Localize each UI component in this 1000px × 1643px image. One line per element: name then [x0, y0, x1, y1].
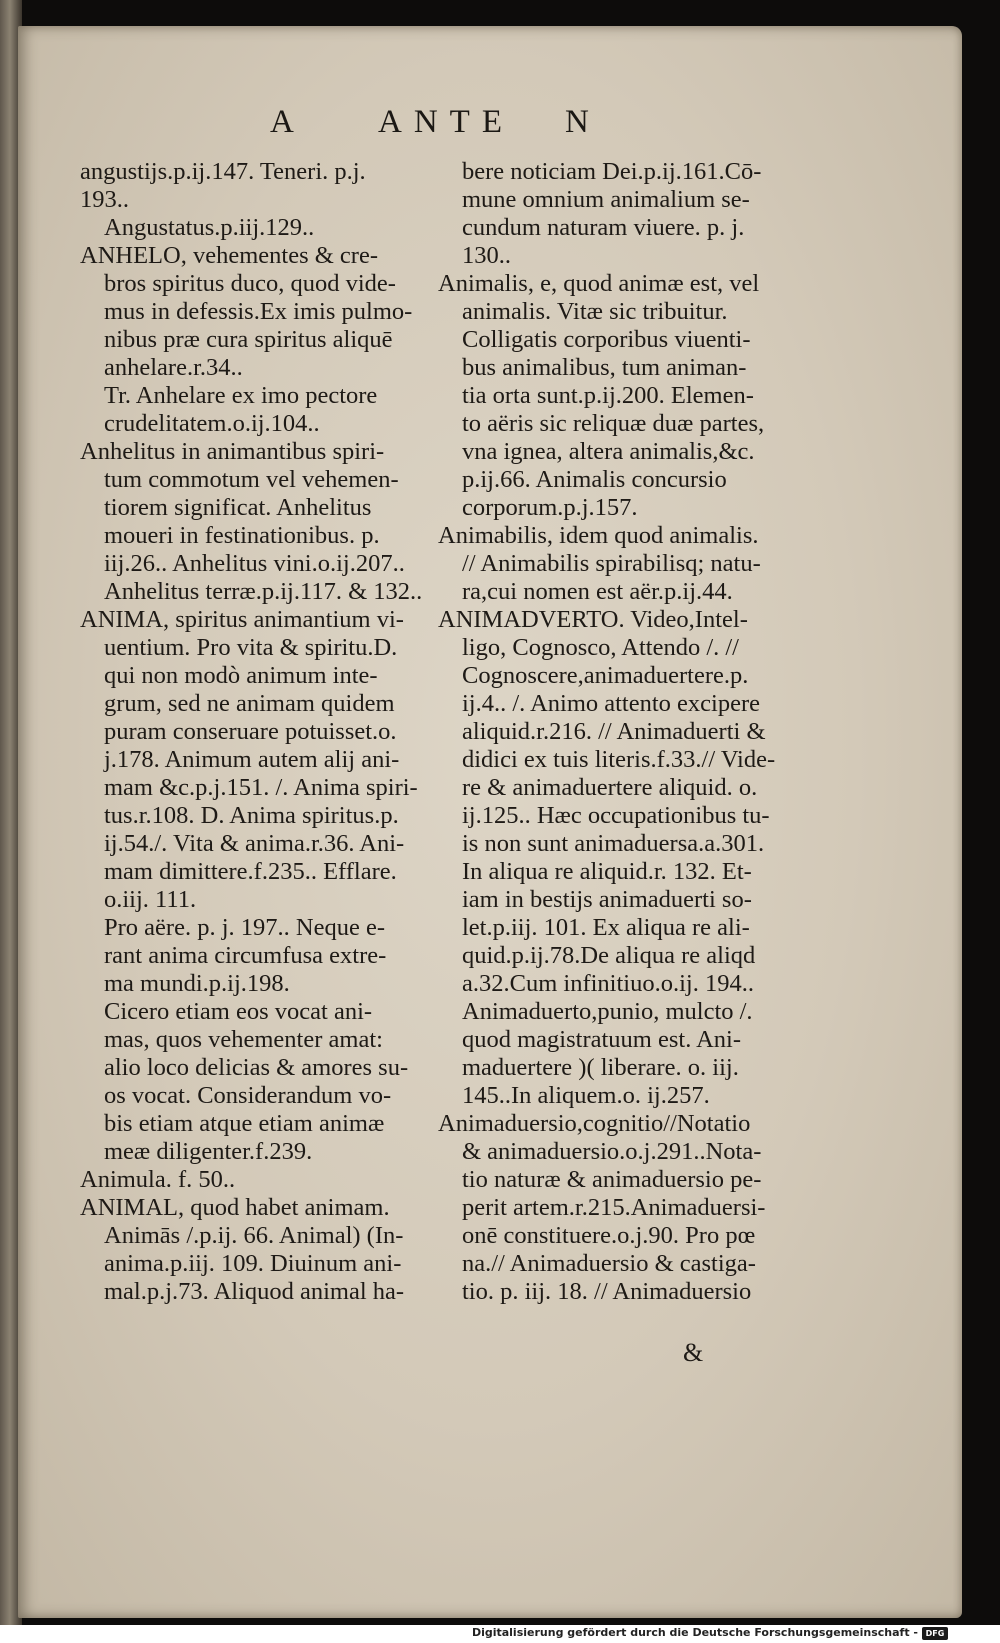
text-line: mune omnium animalium se-: [462, 186, 750, 213]
text-line: Animalis, e, quod animæ est, vel: [438, 270, 760, 297]
text-line: moueri in festinationibus. p.: [104, 522, 380, 549]
text-line: o.iij. 111.: [104, 886, 197, 913]
text-line: Animās /.p.ij. 66. Animal) (In-: [104, 1222, 404, 1249]
header-center: ANTE: [378, 104, 514, 140]
text-line: bus animalibus, tum animan-: [462, 354, 747, 381]
text-line: bere noticiam Dei.p.ij.161.Cō-: [462, 158, 762, 185]
text-line: vna ignea, altera animalis,&c.: [462, 438, 755, 465]
text-line: In aliqua re aliquid.r. 132. Et-: [462, 858, 752, 885]
running-header: [18, 104, 962, 154]
text-line: corporum.p.j.157.: [462, 494, 638, 521]
text-line: os vocat. Considerandum vo-: [104, 1082, 392, 1109]
text-line: bros spiritus duco, quod vide-: [104, 270, 396, 297]
text-line: maduertere )( liberare. o. iij.: [462, 1054, 739, 1081]
text-line: iam in bestijs animaduerti so-: [462, 886, 752, 913]
text-line: Cognoscere,animaduertere.p.: [462, 662, 749, 689]
text-line: iij.26.. Anhelitus vini.o.ij.207..: [104, 550, 405, 577]
text-line: re & animaduertere aliquid. o.: [462, 774, 758, 801]
text-line: Animaduerto,punio, mulcto /.: [462, 998, 753, 1025]
text-line: anhelare.r.34..: [104, 354, 243, 381]
text-line: tum commotum vel vehemen-: [104, 466, 399, 493]
text-line: & animaduersio.o.j.291..Nota-: [462, 1138, 762, 1165]
catchword: &: [683, 1338, 704, 1367]
text-line: ligo, Cognosco, Attendo /. //: [462, 634, 739, 661]
text-line: aliquid.r.216. // Animaduerti &: [462, 718, 766, 745]
digitization-footer: [0, 1625, 1000, 1643]
text-line: a.32.Cum infinitiuo.o.ij. 194..: [462, 970, 754, 997]
text-line: grum, sed ne animam quidem: [104, 690, 395, 717]
text-line: tus.r.108. D. Anima spiritus.p.: [104, 802, 399, 829]
text-line: uentium. Pro vita & spiritu.D.: [104, 634, 398, 661]
text-line: animalis. Vitæ sic tribuitur.: [462, 298, 728, 325]
text-line: bis etiam atque etiam animæ: [104, 1110, 385, 1137]
text-line: na.// Animaduersio & castiga-: [462, 1250, 756, 1277]
text-line: anima.p.iij. 109. Diuinum ani-: [104, 1250, 402, 1277]
text-line: mam dimittere.f.235.. Efflare.: [104, 858, 397, 885]
text-line: 193..: [80, 186, 129, 213]
text-line: p.ij.66. Animalis concursio: [462, 466, 727, 493]
text-line: is non sunt animaduersa.a.301.: [462, 830, 765, 857]
text-line: Tr. Anhelare ex imo pectore: [104, 382, 378, 409]
text-line: nibus præ cura spiritus aliquē: [104, 326, 393, 353]
text-line: quod magistratuum est. Ani-: [462, 1026, 741, 1053]
text-line: ij.4.. /. Animo attento excipere: [462, 690, 761, 717]
text-line: 145..In aliquem.o. ij.257.: [462, 1082, 710, 1109]
text-line: ANIMAL, quod habet animam.: [80, 1194, 390, 1221]
text-line: Anhelitus in animantibus spiri-: [80, 438, 385, 465]
text-line: Anhelitus terræ.p.ij.117. & 132..: [104, 578, 423, 605]
text-line: tio naturæ & animaduersio pe-: [462, 1166, 762, 1193]
text-line: mus in defessis.Ex imis pulmo-: [104, 298, 413, 325]
text-line: meæ diligenter.f.239.: [104, 1138, 313, 1165]
text-line: Angustatus.p.iij.129..: [104, 214, 315, 241]
text-line: mal.p.j.73. Aliquod animal ha-: [104, 1278, 405, 1305]
text-line: j.178. Animum autem alij ani-: [104, 746, 400, 773]
text-line: let.p.iij. 101. Ex aliqua re ali-: [462, 914, 750, 941]
text-line: onē constituere.o.j.90. Pro pœ: [462, 1222, 756, 1249]
text-line: cundum naturam viuere. p. j.: [462, 214, 745, 241]
dfg-logo-icon: DFG: [922, 1627, 948, 1640]
text-line: crudelitatem.o.ij.104..: [104, 410, 320, 437]
footer-credit: Digitalisierung gefördert durch die Deutsche Forschungsgemeinschaft -: [471, 1626, 918, 1639]
text-line: qui non modò animum inte-: [104, 662, 378, 689]
text-line: Colligatis corporibus viuenti-: [462, 326, 751, 353]
text-line: to aëris sic reliquæ duæ partes,: [462, 410, 765, 437]
text-line: mas, quos vehementer amat:: [104, 1026, 383, 1053]
right-column: [438, 158, 830, 1306]
text-line: tiorem significat. Anhelitus: [104, 494, 372, 521]
text-line: 130..: [462, 242, 511, 269]
text-line: puram conseruare potuisset.o.: [104, 718, 397, 745]
text-line: ma mundi.p.ij.198.: [104, 970, 290, 997]
text-line: ij.125.. Hæc occupationibus tu-: [462, 802, 770, 829]
text-line: Pro aëre. p. j. 197.. Neque e-: [104, 914, 385, 941]
text-line: rant anima circumfusa extre-: [104, 942, 387, 969]
text-line: Animabilis, idem quod animalis.: [438, 522, 759, 549]
text-line: ANHELO, vehementes & cre-: [80, 242, 378, 269]
text-line: mam &c.p.j.151. /. Anima spiri-: [104, 774, 418, 801]
text-line: Cicero etiam eos vocat ani-: [104, 998, 373, 1025]
text-line: // Animabilis spirabilisq; natu-: [462, 550, 761, 577]
text-line: didici ex tuis literis.f.33.// Vide-: [462, 746, 776, 773]
text-line: ij.54./. Vita & anima.r.36. Ani-: [104, 830, 405, 857]
text-line: Animula. f. 50..: [80, 1166, 236, 1193]
text-line: perit artem.r.215.Animaduersi-: [462, 1194, 766, 1221]
text-line: Animaduersio,cognitio//Notatio: [438, 1110, 751, 1137]
text-line: ANIMA, spiritus animantium vi-: [80, 606, 404, 633]
text-line: ra,cui nomen est aër.p.ij.44.: [462, 578, 733, 605]
book-page: [18, 26, 962, 1618]
text-line: tio. p. iij. 18. // Animaduersio: [462, 1278, 752, 1305]
text-line: angustijs.p.ij.147. Teneri. p.j.: [80, 158, 366, 185]
header-right: N: [565, 104, 593, 140]
left-column: [80, 158, 470, 1306]
text-line: quid.p.ij.78.De aliqua re aliqd: [462, 942, 756, 969]
header-left: A: [270, 104, 298, 140]
text-line: alio loco delicias & amores su-: [104, 1054, 409, 1081]
text-line: tia orta sunt.p.ij.200. Elemen-: [462, 382, 754, 409]
text-line: ANIMADVERTO. Video,Intel-: [438, 606, 748, 633]
